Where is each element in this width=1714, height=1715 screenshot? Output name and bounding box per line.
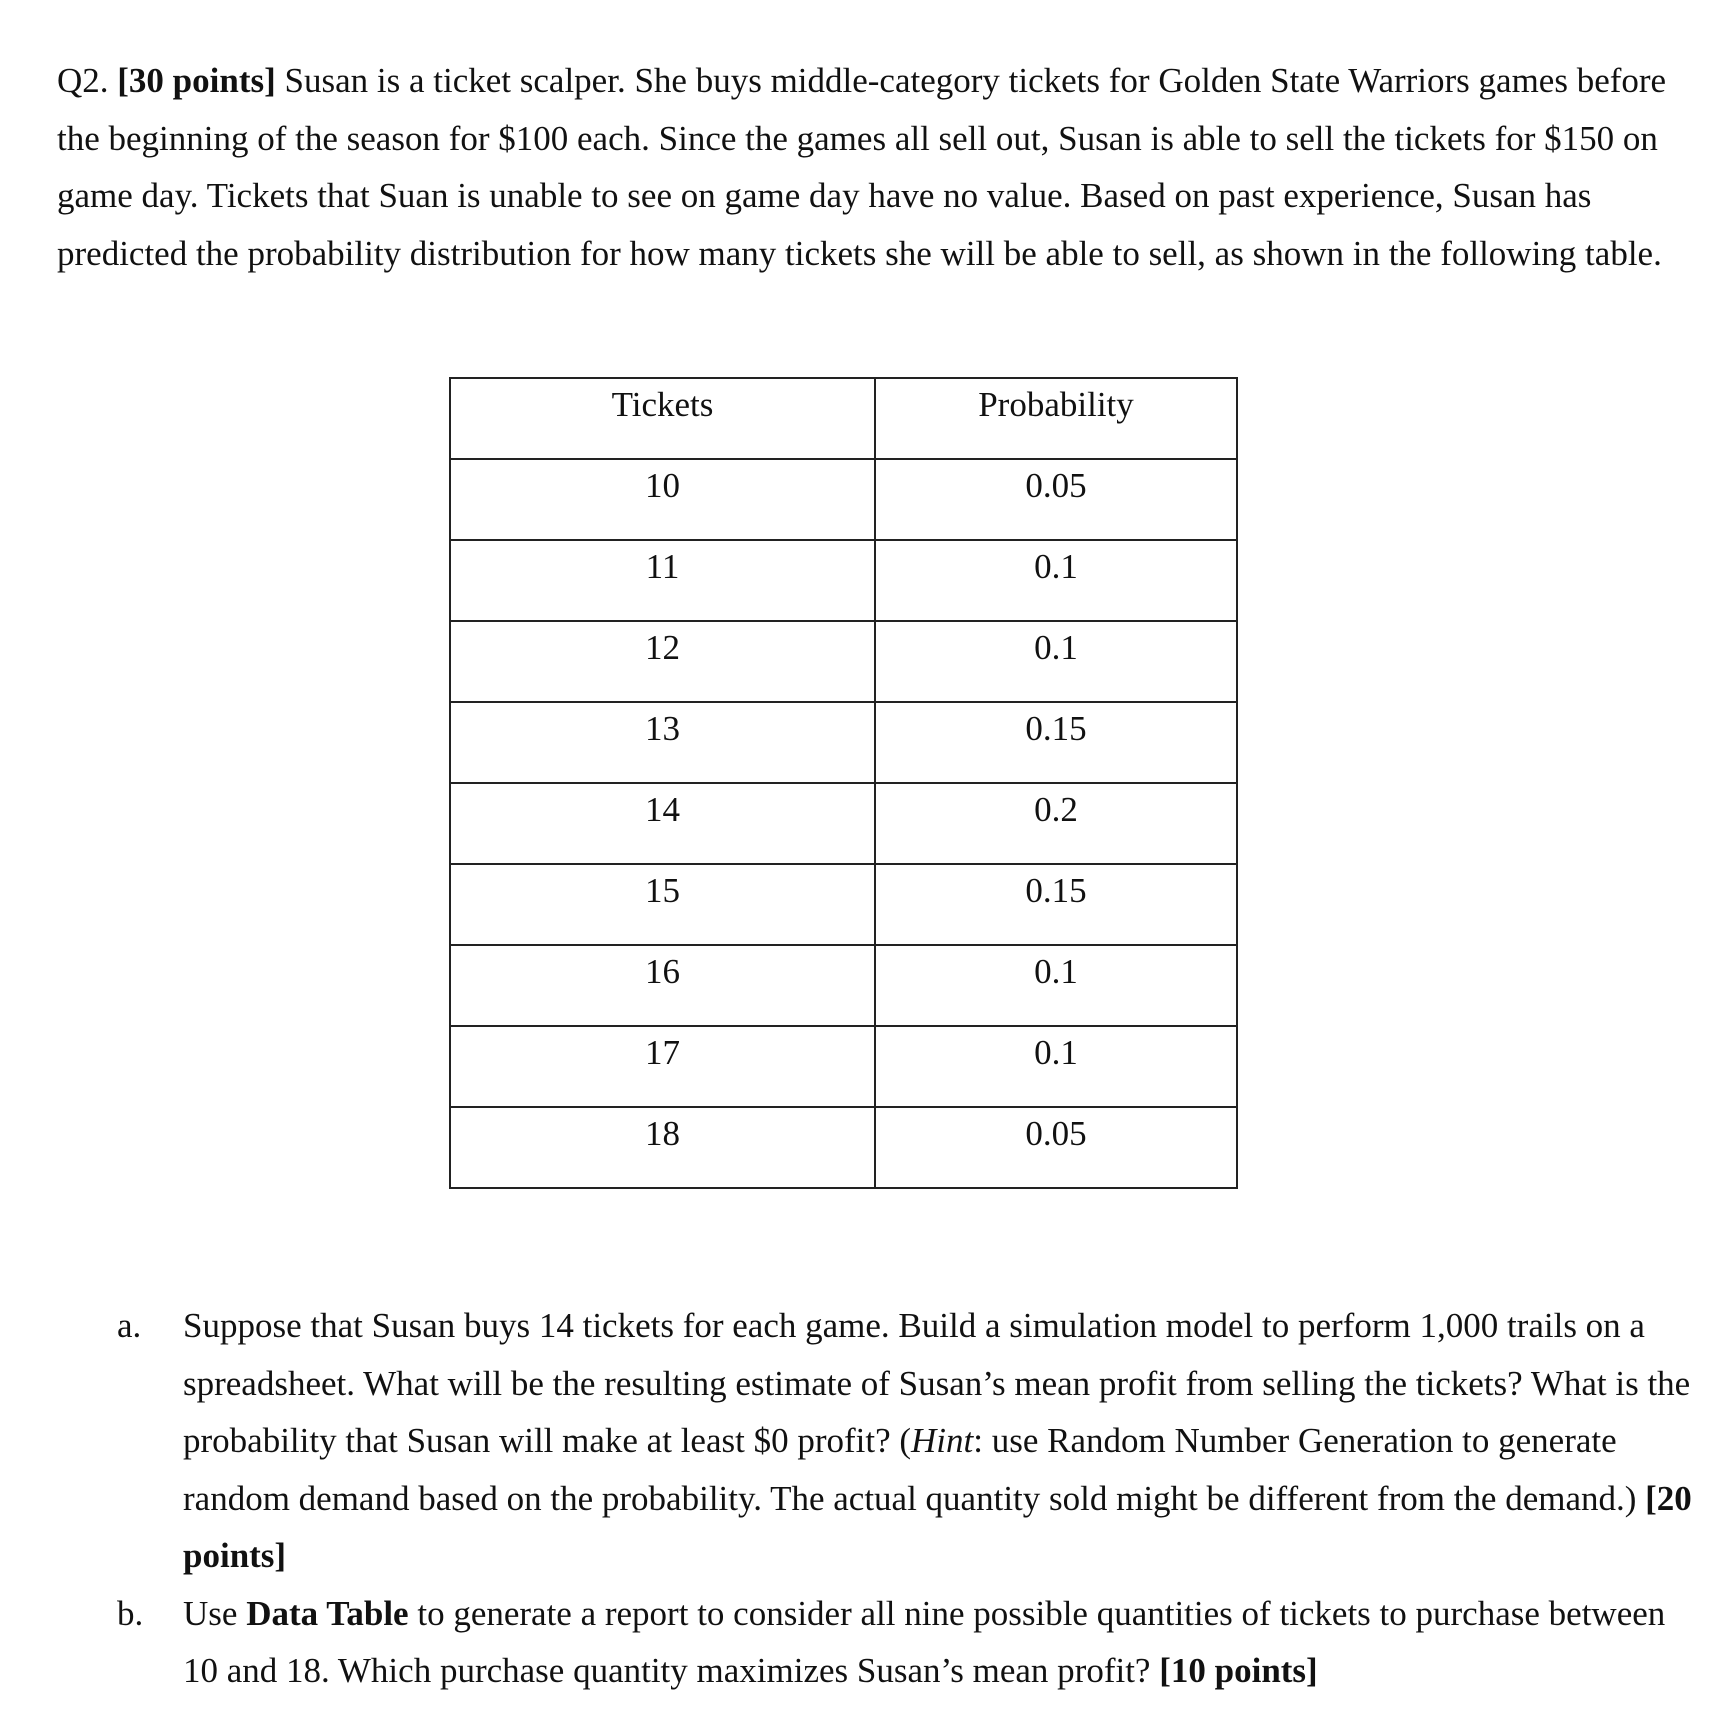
part-b-marker: b. <box>117 1593 144 1633</box>
probability-cell: 0.15 <box>875 702 1237 783</box>
part-a-points: [20 points] <box>183 1478 1692 1575</box>
part-b-text2: to generate a report to consider all nine possible quantities of tickets to purchase between 10 and 18. Which purchase quantity maximizes Susan’s mean profit? <box>183 1593 1666 1690</box>
tickets-cell: 17 <box>450 1026 875 1107</box>
table-row <box>450 621 1237 702</box>
tickets-cell: 16 <box>450 945 875 1026</box>
probability-cell: 0.1 <box>875 540 1237 621</box>
table-row <box>450 540 1237 621</box>
table-row <box>450 864 1237 945</box>
question-intro <box>57 52 1697 282</box>
table-row <box>450 945 1237 1026</box>
document-body <box>57 52 1697 282</box>
part-a-text2: : use Random Number Generation to generate random demand based on the probability. The actual quantity sold might be different from the demand.) <box>183 1421 1646 1518</box>
header-probability: Probability <box>875 378 1237 459</box>
tickets-cell: 13 <box>450 702 875 783</box>
part-b-text1: Use <box>183 1593 247 1633</box>
probability-cell: 0.1 <box>875 945 1237 1026</box>
probability-cell: 0.15 <box>875 864 1237 945</box>
table-row <box>450 702 1237 783</box>
probability-cell: 0.05 <box>875 1107 1237 1188</box>
table-row <box>450 459 1237 540</box>
probability-cell: 0.2 <box>875 783 1237 864</box>
probability-cell: 0.1 <box>875 621 1237 702</box>
tickets-cell: 14 <box>450 783 875 864</box>
table-row <box>450 783 1237 864</box>
question-number: Q2. <box>57 61 109 100</box>
table-row <box>450 1026 1237 1107</box>
table-row <box>450 1107 1237 1188</box>
tickets-cell: 18 <box>450 1107 875 1188</box>
probability-cell: 0.05 <box>875 459 1237 540</box>
question-text: Susan is a ticket scalper. She buys middle-category tickets for Golden State Warriors games before the beginning of the season for $100 each. Since the games all sell out, Susan is able to sell the tickets for $150 on game day. Tickets that Suan is unable to see on game day have no value. Based on past experience, Susan has predicted the probability distribution for how many tickets she will be able to sell, as shown in the following table. <box>57 61 1667 273</box>
tickets-cell: 10 <box>450 459 875 540</box>
tickets-cell: 15 <box>450 864 875 945</box>
part-b-points: [10 points] <box>1159 1651 1318 1690</box>
header-tickets: Tickets <box>450 378 875 459</box>
part-b <box>117 1585 1697 1700</box>
part-a-text1: Suppose that Susan buys 14 tickets for each game. Build a simulation model to perform 1,000 trails on a spreadsheet. What will be the resulting estimate of Susan’s mean profit from selling the tickets? What is the probability that Susan will make at least $0 profit? ( <box>183 1306 1691 1460</box>
part-a-marker: a. <box>117 1306 142 1345</box>
probability-table <box>449 377 1238 1189</box>
table-header-row <box>450 378 1237 459</box>
probability-cell: 0.1 <box>875 1026 1237 1107</box>
part-a <box>117 1297 1697 1585</box>
question-points: [30 points] <box>117 61 276 100</box>
part-a-hint-label: Hint <box>911 1421 974 1460</box>
part-b-bold-term: Data Table <box>246 1593 409 1633</box>
tickets-cell: 12 <box>450 621 875 702</box>
tickets-cell: 11 <box>450 540 875 621</box>
sub-questions <box>117 1297 1697 1700</box>
